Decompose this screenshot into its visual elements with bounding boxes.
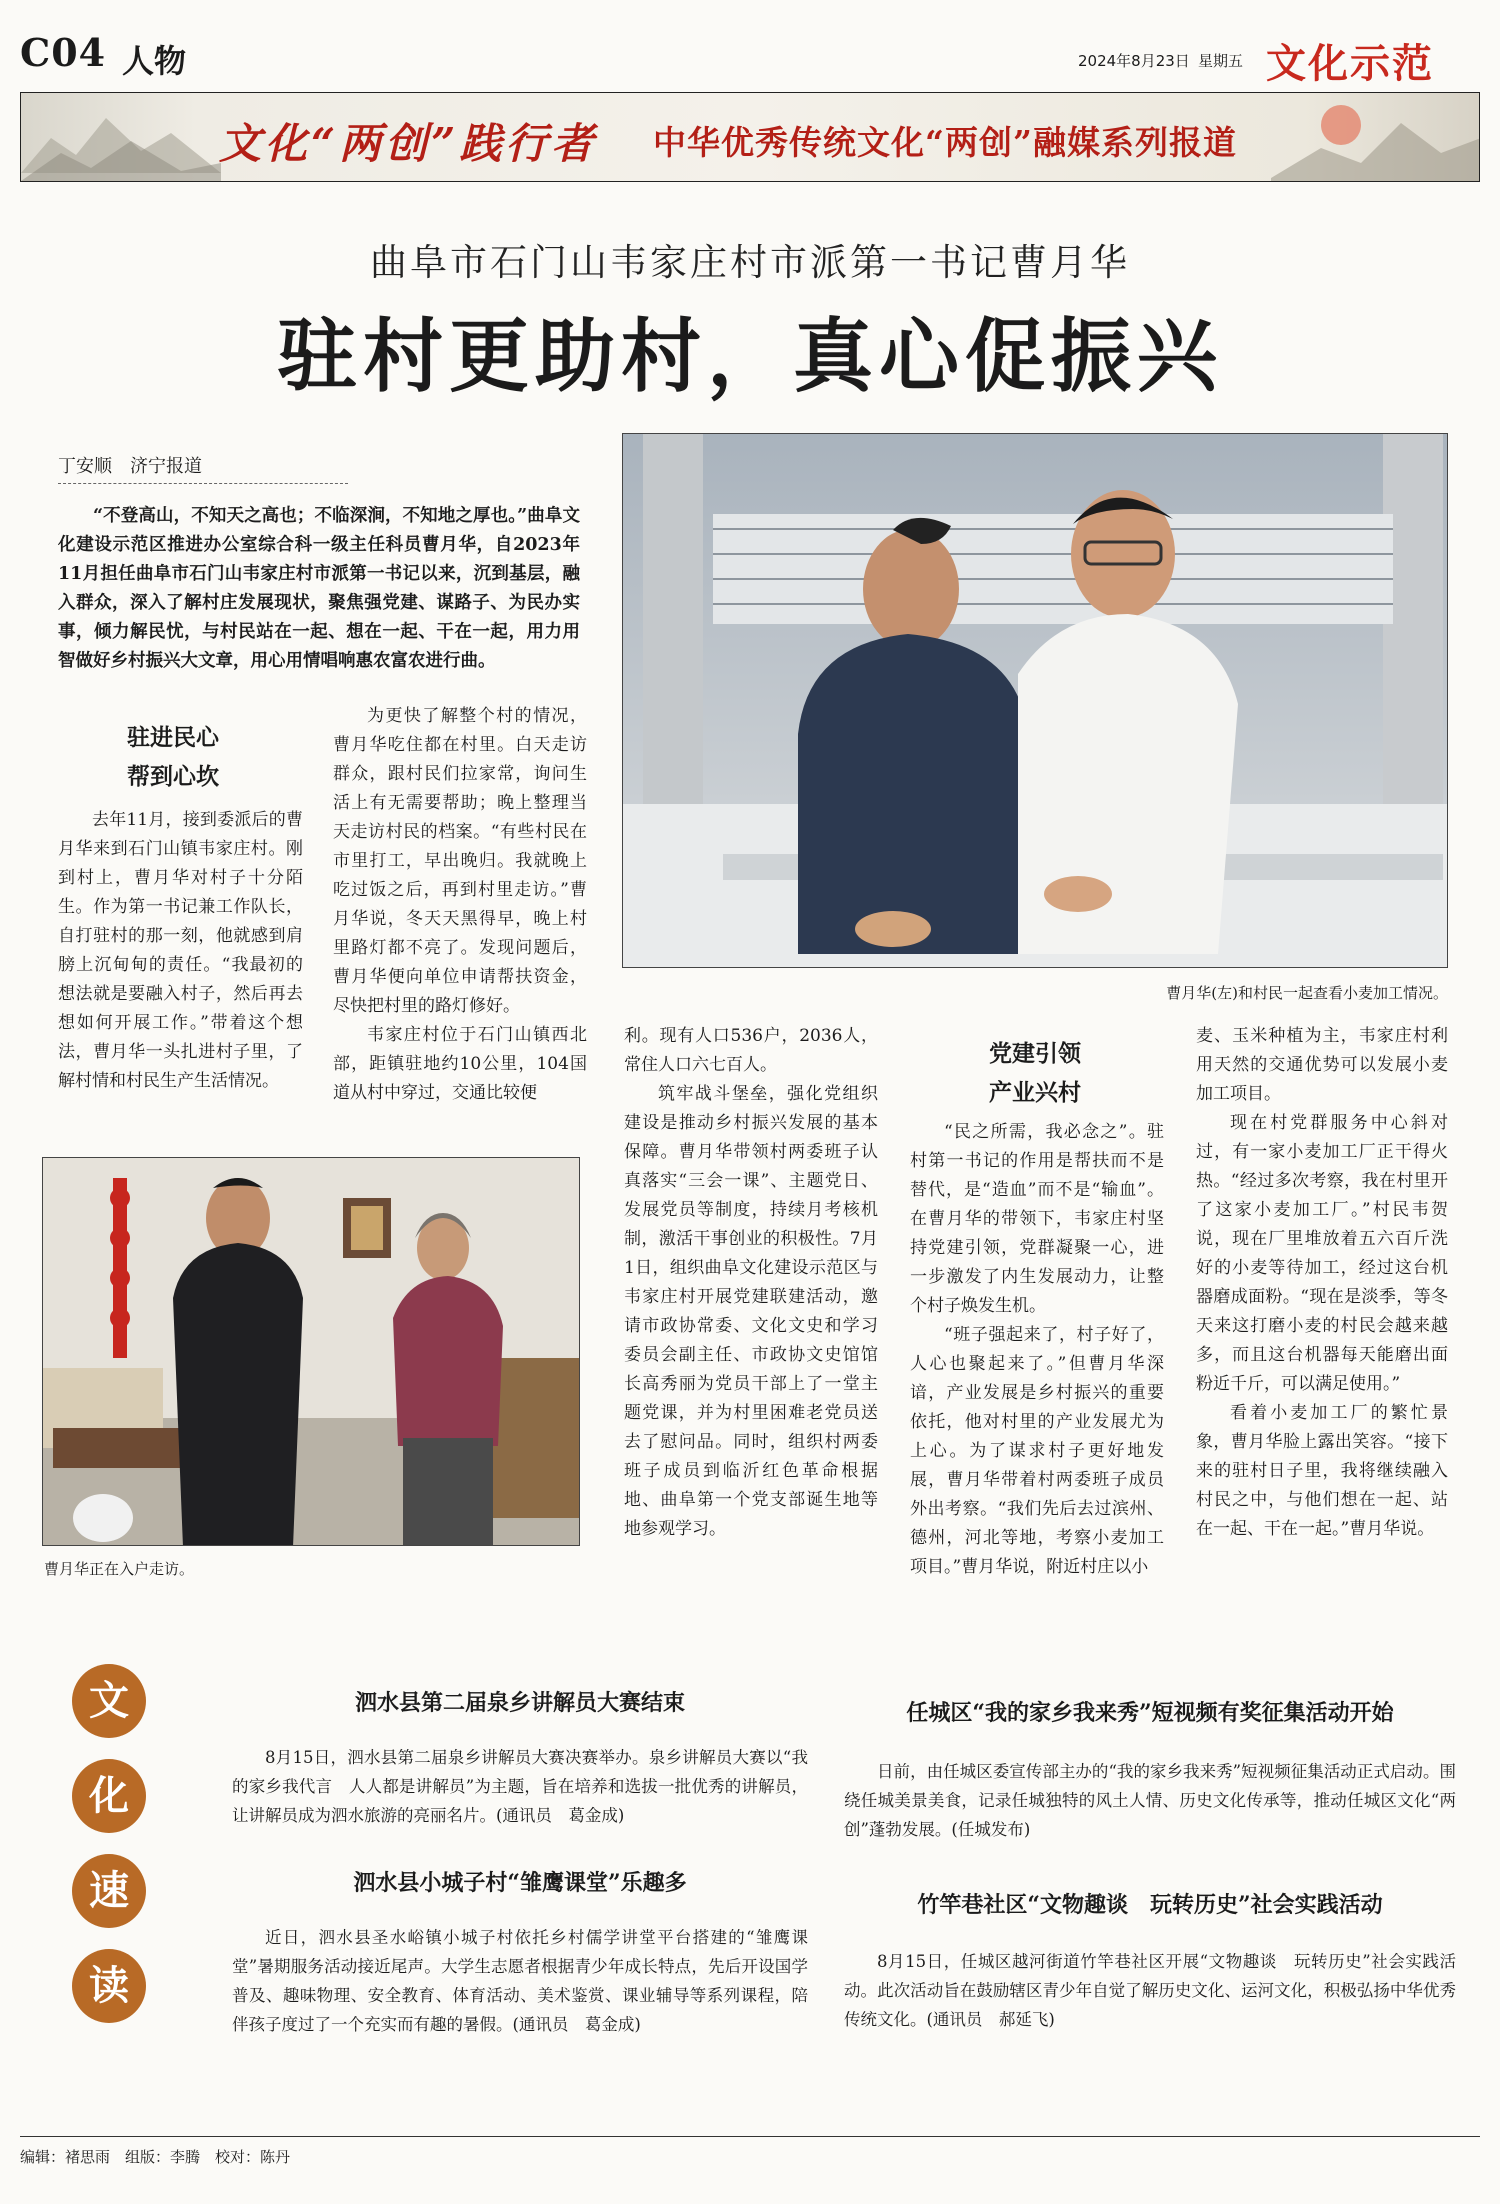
- quick-read-body-1: 8月15日，泗水县第二届泉乡讲解员大赛决赛举办。泉乡讲解员大赛以“我的家乡我代言 人人都是讲解员”为主题，旨在培养和选拔一批优秀的讲解员，让讲解员成为泗水旅游的亮丽名片。(通讯员 葛金成): [232, 1748, 808, 1825]
- column-5-para-2: 现在村党群服务中心斜对过，有一家小麦加工厂正干得火热。“经过多次考察，我在村里开了这家小麦加工厂。”村民韦贺说，现在厂里堆放着五六百斤洗好的小麦等待加工，经过这台机器磨成面粉。“现在是淡季，等冬天来这打磨小麦的村民会越来越多，而且这台机器每天能磨出面粉近千斤，可以满足使用。”: [1196, 1113, 1448, 1394]
- column-2: [333, 702, 587, 1108]
- quick-read-title-3: 任城区“我的家乡我来秀”短视频有奖征集活动开始: [906, 1700, 1394, 1726]
- byline-rule: [58, 483, 348, 484]
- quick-read-body-3: 日前，由任城区委宣传部主办的“我的家乡我来秀”短视频征集活动正式启动。围绕任城美景美食，记录任城独特的风土人情、历史文化传承等，推动任城区文化“两创”蓬勃发展。(任城发布): [844, 1762, 1456, 1839]
- article-headline: 驻村更助村，真心促振兴: [277, 309, 1223, 403]
- column-5-para-3: 看着小麦加工厂的繁忙景象，曹月华脸上露出笑容。“接下来的驻村日子里，我将继续融入村民之中，与他们想在一起、站在一起、干在一起。”曹月华说。: [1196, 1403, 1448, 1539]
- quick-read-body-4: 8月15日，任城区越河街道竹竿巷社区开展“文物趣谈 玩转历史”社会实践活动。此次活动旨在鼓励辖区青少年自觉了解历史文化、运河文化，积极弘扬中华优秀传统文化。(通讯员 郝延飞): [844, 1952, 1456, 2029]
- column-4: [910, 1118, 1164, 1582]
- quick-read-item-4: [844, 1888, 1456, 2034]
- column-5: [1196, 1022, 1448, 1544]
- issue-date: 2024年8月23日: [1078, 52, 1190, 70]
- quick-read-char-3: 速: [72, 1854, 146, 1928]
- subhead-2-line2: 产业兴村: [989, 1079, 1081, 1106]
- article-lead: “不登高山，不知天之高也；不临深涧，不知地之厚也。”曲阜文化建设示范区推进办公室综合科一级主任科员曹月华，自2023年11月担任曲阜市石门山韦家庄村市派第一书记以来，沉到基层，融入群众，深入了解村庄发展现状，聚焦强党建、谋路子、为民办实事，倾力解民忧，与村民站在一起、想在一起、干在一起，用力用智做好乡村振兴大文章，用心用情唱响惠农富农进行曲。: [58, 506, 580, 671]
- photo-1-caption: 曹月华(左)和村民一起查看小麦加工情况。: [1166, 984, 1448, 1002]
- page-section: 人物: [122, 42, 187, 80]
- footer-rule: [20, 2136, 1480, 2137]
- series-banner: [20, 92, 1480, 182]
- quick-read-item-1: [232, 1686, 808, 1830]
- quick-read-title-4: 竹竿巷社区“文物趣谈 玩转历史”社会实践活动: [917, 1892, 1383, 1918]
- column-2-para-1: 为更快了解整个村的情况，曹月华吃住都在村里。白天走访群众，跟村民们拉家常，询问生活上有无需要帮助；晚上整理当天走访村民的档案。“有些村民在市里打工，早出晚归。我就晚上吃过饭之后，再到村里走访。”曹月华说，冬天天黑得早，晚上村里路灯都不亮了。发现问题后，曹月华便向单位申请帮扶资金，尽快把村里的路灯修好。: [333, 706, 587, 1016]
- subhead-2-line1: 党建引领: [989, 1040, 1081, 1067]
- column-5-para-1: 麦、玉米种植为主，韦家庄村利用天然的交通优势可以发展小麦加工项目。: [1196, 1026, 1448, 1104]
- red-sun-icon: [1271, 93, 1480, 182]
- quick-read-char-4: 读: [72, 1949, 146, 2023]
- subhead-1-line2: 帮到心坎: [127, 763, 219, 790]
- column-4-para-1: “民之所需，我必念之”。驻村第一书记的作用是帮扶而不是替代，是“造血”而不是“输血”。在曹月华的带领下，韦家庄村坚持党建引领，党群凝聚一心，进一步激发了内生发展动力，让整个村子焕发生机。: [910, 1122, 1164, 1316]
- mountain-ink-icon: [21, 93, 221, 182]
- issue-weekday: 星期五: [1198, 52, 1244, 70]
- byline: 丁安顺 济宁报道: [58, 456, 202, 477]
- photo-home-visit: [42, 1157, 580, 1546]
- article-kicker: 曲阜市石门山韦家庄村市派第一书记曹月华: [370, 241, 1130, 284]
- column-3: [624, 1022, 878, 1544]
- column-3-para-2: 筑牢战斗堡垒，强化党组织建设是推动乡村振兴发展的基本保障。曹月华带领村两委班子认真落实“三会一课”、主题党日、发展党员等制度，持续月考核机制，激活干事创业的积极性。7月1日，组织曲阜文化建设示范区与韦家庄村开展党建联建活动，邀请市政协常委、文化文史和学习委员会副主任、市政协文史馆馆长高秀丽为党员干部上了一堂主题党课，并为村里困难老党员送去了慰问品。同时，组织村两委班子成员到临沂红色革命根据地、曲阜第一个党支部诞生地等地参观学习。: [624, 1084, 878, 1539]
- column-4-para-2: “班子强起来了，村子好了，人心也聚起来了。”但曹月华深谙，产业发展是乡村振兴的重要依托，他对村里的产业发展尤为上心。为了谋求村子更好地发展，曹月华带着村两委班子成员外出考察。“我们先后去过滨州、德州，河北等地，考察小麦加工项目。”曹月华说，附近村庄以小: [910, 1325, 1164, 1577]
- column-3-para-1: 利。现有人口536户，2036人，常住人口六七百人。: [624, 1026, 878, 1075]
- subhead-1-line1: 驻进民心: [127, 724, 219, 751]
- banner-title-right: 中华优秀传统文化“两创”融媒系列报道: [653, 123, 1237, 162]
- quick-read-char-1: 文: [72, 1664, 146, 1738]
- column-1-text: 去年11月，接到委派后的曹月华来到石门山镇韦家庄村。刚到村上，曹月华对村子十分陌生。作为第一书记兼工作队长，自打驻村的那一刻，他就感到肩膀上沉甸甸的责任。“我最初的想法就是要融入村子，然后再去想如何开展工作。”带着这个想法，曹月华一头扎进村子里，了解村情和村民生产生活情况。: [58, 810, 303, 1091]
- subhead-1: [88, 718, 258, 796]
- column-2-para-2: 韦家庄村位于石门山镇西北部，距镇驻地约10公里，104国道从村中穿过，交通比较便: [333, 1025, 587, 1103]
- quick-read-item-2: [232, 1866, 808, 2039]
- footer-credits: 编辑：褚思雨 组版：李腾 校对：陈丹: [20, 2148, 291, 2166]
- subhead-2: [910, 1034, 1160, 1112]
- quick-read-body-2: 近日，泗水县圣水峪镇小城子村依托乡村儒学讲堂平台搭建的“雏鹰课堂”暑期服务活动接近尾声。大学生志愿者根据青少年成长特点，先后开设国学普及、趣味物理、安全教育、体育活动、美术鉴赏、课业辅导等系列课程，陪伴孩子度过了一个充实而有趣的暑假。(通讯员 葛金成): [232, 1928, 808, 2034]
- banner-title-left: 文化“两创”践行者: [219, 119, 598, 168]
- page-code: C04: [20, 30, 107, 75]
- quick-read-char-2: 化: [72, 1759, 146, 1833]
- quick-read-title-2: 泗水县小城子村“雏鹰课堂”乐趣多: [353, 1870, 687, 1896]
- masthead-logo: 文化示范: [1266, 40, 1434, 87]
- photo-2-caption: 曹月华正在入户走访。: [44, 1560, 195, 1578]
- photo-wheat-inspection: [622, 433, 1448, 968]
- quick-read-item-3: [844, 1696, 1456, 1844]
- quick-read-title-1: 泗水县第二届泉乡讲解员大赛结束: [354, 1690, 685, 1716]
